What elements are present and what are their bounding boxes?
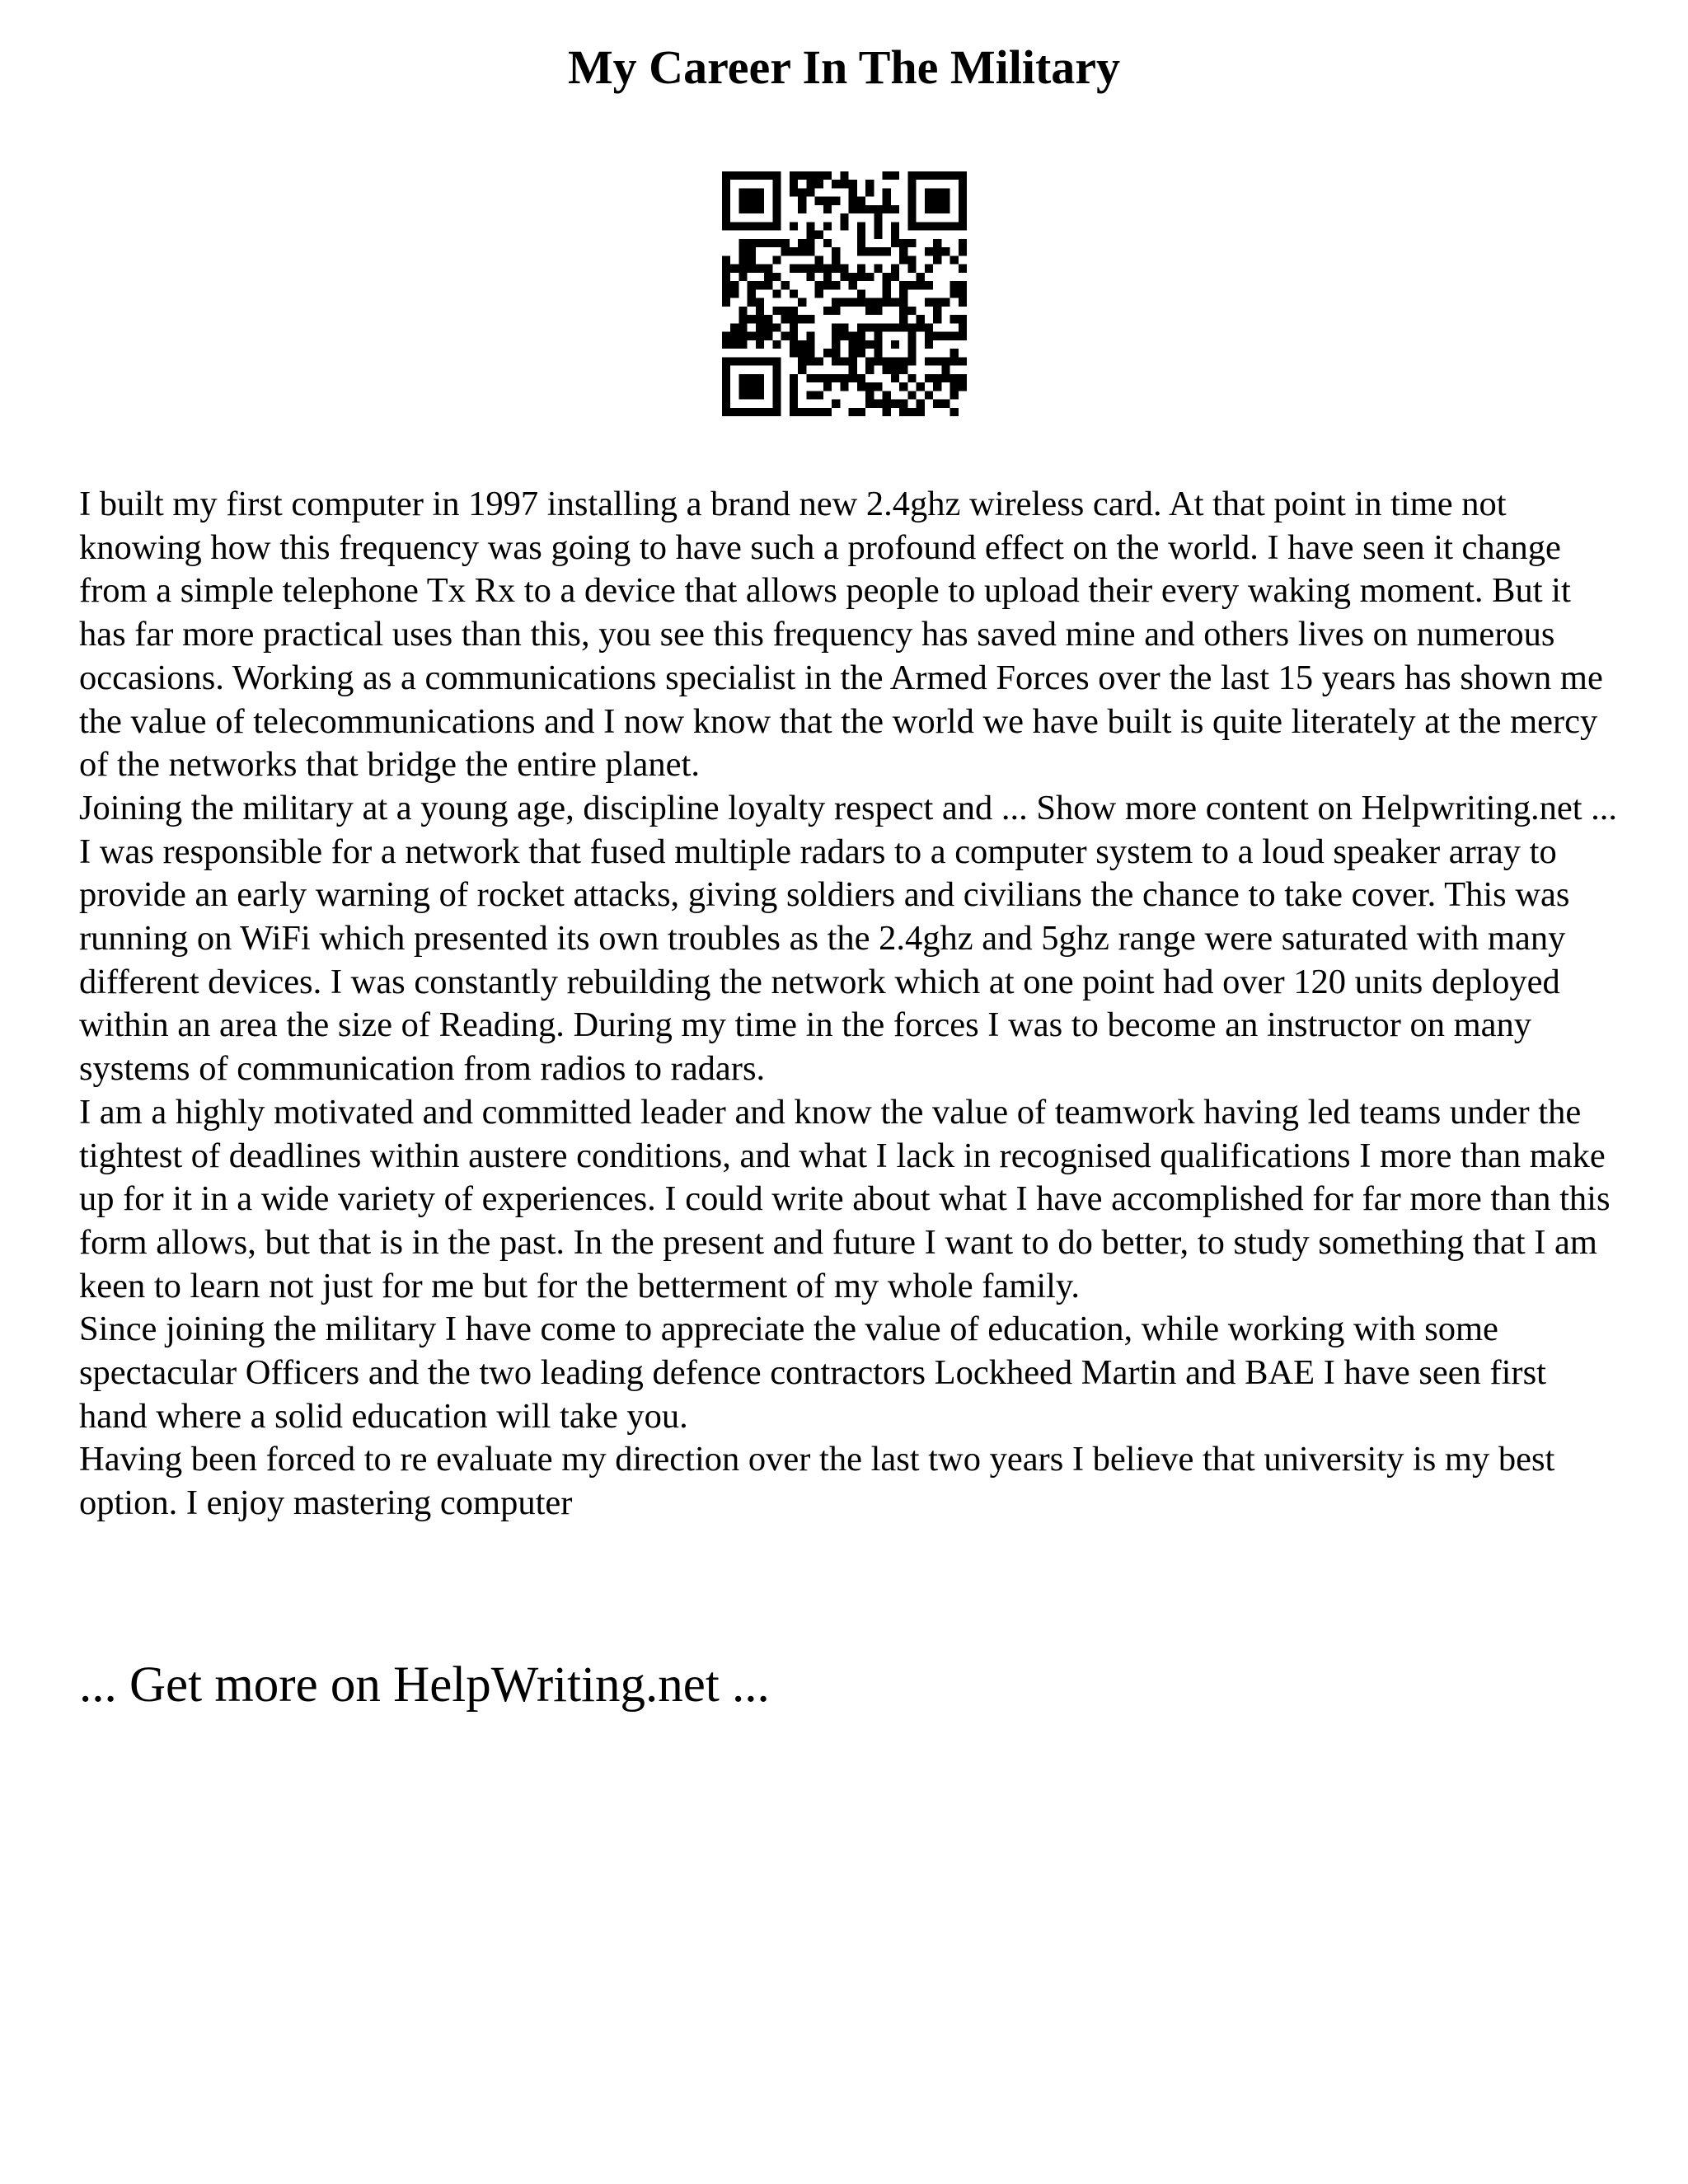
essay-body <box>79 483 1620 1526</box>
get-more-link[interactable]: ... Get more on HelpWriting.net ... <box>79 1657 770 1713</box>
qr-code-icon <box>722 171 967 416</box>
paragraph: Joining the military at a young age, discipline loyalty respect and ... Show more content on Helpwriting.net ... <box>79 788 1618 827</box>
paragraph: I was responsible for a network that fused multiple radars to a computer system to a loud speaker array to provide an early warning of rocket attacks, giving soldiers and civilians the chance to take cover. This was running on WiFi which presented its own troubles as the 2.4ghz and 5ghz range were saturated with many different devices. I was constantly rebuilding the network which at one point had over 120 units deployed within an area the size of Reading. During my time in the forces I was to become an instructor on many systems of communication from radios to radars. <box>79 832 1570 1089</box>
paragraph: Since joining the military I have come to appreciate the value of education, while working with some spectacular Officers and the two leading defence contractors Lockheed Martin and BAE I have seen first hand where a solid education will take you. <box>79 1310 1546 1436</box>
document-title: My Career In The Military <box>567 40 1121 94</box>
paragraph: I built my first computer in 1997 installing a brand new 2.4ghz wireless card. At that point in time not knowing how this frequency was going to have such a profound effect on the world. I have seen it change from a simple telephone Tx Rx to a device that allows people to upload their every waking moment. But it has far more practical uses than this, you see this frequency has saved mine and others lives on numerous occasions. Working as a communications specialist in the Armed Forces over the last 15 years has shown me the value of telecommunications and I now know that the world we have built is quite literately at the mercy of the networks that bridge the entire planet. <box>79 485 1603 785</box>
paragraph: I am a highly motivated and committed leader and know the value of teamwork having led teams under the tightest of deadlines within austere conditions, and what I lack in recognised qualifications I more than make up for it in a wide variety of experiences. I could write about what I have accomplished for far more than this form allows, but that is in the past. In the present and future I want to do better, to study something that I am keen to learn not just for me but for the betterment of my whole family. <box>79 1092 1611 1305</box>
paragraph: Having been forced to re evaluate my direction over the last two years I believe that university is my best option. I enjoy mastering computer <box>79 1440 1555 1523</box>
